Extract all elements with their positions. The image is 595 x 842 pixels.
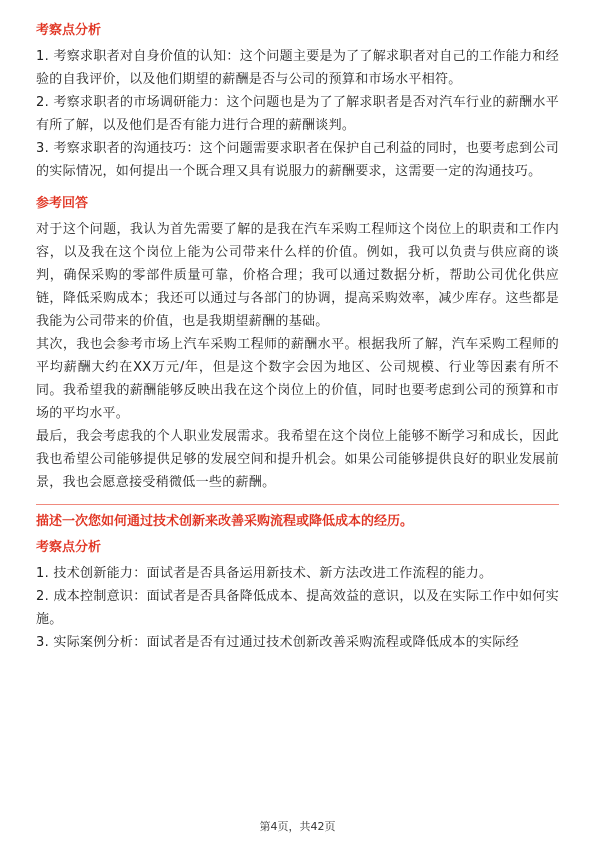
analysis-section-1 [36,22,559,183]
section-heading: 参考回答 [36,196,89,211]
analysis-item: 1. 考察求职者对自身价值的认知：这个问题主要是为了了解求职者对自己的工作能力和经验的自我评价，以及他们期望的薪酬是否与公司的预算和市场水平相符。 [36,49,559,87]
answer-paragraph: 最后，我会考虑我的个人职业发展需求。我希望在这个岗位上能够不断学习和成长，因此我也希望公司能够提供足够的发展空间和提升机会。如果公司能够提供良好的职业发展前景，我也会愿意接受稍微低一些的薪酬。 [36,429,559,490]
analysis-item: 2. 成本控制意识：面试者是否具备降低成本、提高效益的意识，以及在实际工作中如何实施。 [36,589,559,627]
reference-answer-section [36,195,559,494]
section-heading: 考察点分析 [36,540,102,555]
analysis-item: 1. 技术创新能力：面试者是否具备运用新技术、新方法改进工作流程的能力。 [36,566,493,581]
question-title: 描述一次您如何通过技术创新来改善采购流程或降低成本的经历。 [36,514,414,529]
analysis-item: 3. 实际案例分析：面试者是否有过通过技术创新改善采购流程或降低成本的实际经 [36,635,519,650]
answer-paragraph: 对于这个问题，我认为首先需要了解的是我在汽车采购工程师这个岗位上的职责和工作内容，以及我在这个岗位上能为公司带来什么样的价值。例如，我可以负责与供应商的谈判，确保采购的零部件质量可靠，价格合理；我可以通过数据分析，帮助公司优化供应链，降低采购成本；我还可以通过与各部门的协调，提高采购效率，减少库存。这些都是我能为公司带来的价值，也是我期望薪酬的基础。 [36,222,559,329]
page-number: 第4页，共42页 [259,820,336,833]
answer-paragraph: 其次，我也会参考市场上汽车采购工程师的薪酬水平。根据我所了解，汽车采购工程师的平均薪酬大约在XX万元/年，但是这个数字会因为地区、公司规模、行业等因素有所不同。我希望我的薪酬能够反映出我在这个岗位上的价值，同时也要考虑到公司的预算和市场的平均水平。 [36,337,559,421]
analysis-item: 3. 考察求职者的沟通技巧：这个问题需要求职者在保护自己利益的同时，也要考虑到公司的实际情况，如何提出一个既合理又具有说服力的薪酬要求，这需要一定的沟通技巧。 [36,141,559,179]
section-heading: 考察点分析 [36,23,102,38]
section-divider [36,504,559,505]
analysis-item: 2. 考察求职者的市场调研能力：这个问题也是为了了解求职者是否对汽车行业的薪酬水平有所了解，以及他们是否有能力进行合理的薪酬谈判。 [36,95,559,133]
analysis-section-2 [36,539,559,654]
